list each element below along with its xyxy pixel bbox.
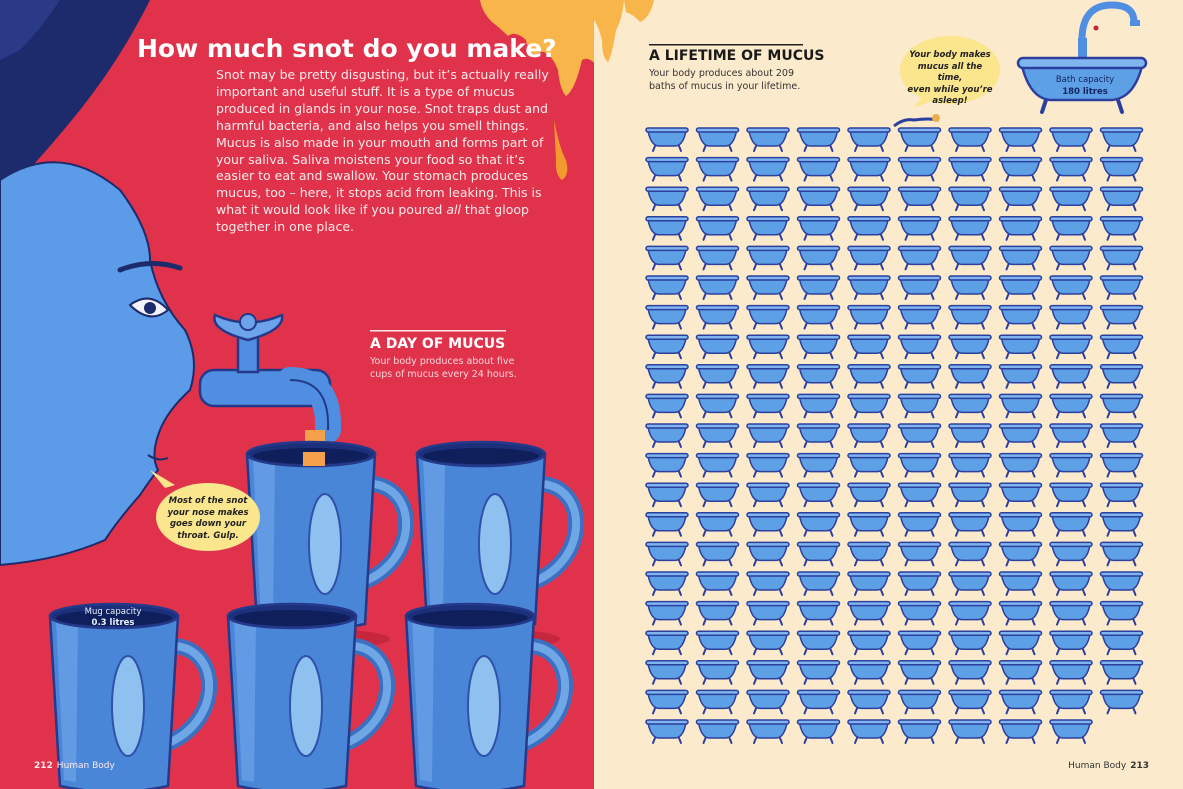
bathtub-icon [1101,217,1143,240]
bathtub-icon [848,572,890,595]
bathtub-icon [1101,572,1143,595]
bathtub-icon [747,513,789,536]
bathtub-icon [697,306,739,329]
right-section-name: Human Body [1068,761,1127,771]
bathtub-icon [848,424,890,447]
bathtub-icon [798,542,840,565]
bathtub-icon [1101,335,1143,358]
lifetime-section-text [649,67,800,93]
bathtub-icon [798,690,840,713]
bathtub-icon [949,394,991,417]
bathtub-icon [646,720,688,743]
bathtub-icon [949,424,991,447]
bathtub-icon [1050,602,1092,625]
bathtub-icon [646,631,688,654]
bathtub-icon [697,454,739,477]
bathtub-icon [747,335,789,358]
intro-text-part2: that gloop together in one place. [216,202,529,235]
bathtub-icon [949,158,991,181]
bathtub-icon [1050,483,1092,506]
bathtub-icon [1101,306,1143,329]
bathtub-icon [697,690,739,713]
bathtub-icon [899,128,941,151]
bathtub-icon [848,335,890,358]
bathtub-icon [646,158,688,181]
day-section-heading: A DAY OF MUCUS [370,336,506,352]
lifetime-section-line2: baths of mucus in your lifetime. [649,81,801,92]
snot-bubble-line1: Most of the snot [168,496,248,506]
bathtub-icon [899,394,941,417]
bathtub-icon [1101,454,1143,477]
bathtub-icon [949,483,991,506]
intro-emphasis: all [446,202,461,218]
bathtub-icon [899,483,941,506]
bathtub-icon [798,128,840,151]
snot-speech-bubble [166,496,250,542]
bathtub-icon [848,394,890,417]
bathtub-icon [949,217,991,240]
bathtub-icon [1050,690,1092,713]
mug-capacity-title: Mug capacity [84,607,142,617]
bathtub-icon [646,276,688,299]
bathtub-icon [646,128,688,151]
bathtub-icon [646,335,688,358]
bathtub-icon [1000,424,1042,447]
bath-grid [646,128,1143,743]
bathtub-icon [899,158,941,181]
bathtub-icon [848,542,890,565]
bathtub-icon [1000,690,1042,713]
bathtub-icon [1050,158,1092,181]
bathtub-icon [848,661,890,684]
bathtub-icon [899,661,941,684]
bathtub-icon [1101,661,1143,684]
bathtub-icon [1050,217,1092,240]
bathtub-icon [697,335,739,358]
bathtub-icon [1101,394,1143,417]
bathtub-icon [1000,306,1042,329]
bathtub-icon [899,217,941,240]
bathtub-icon [1101,246,1143,269]
bathtub-icon [1050,513,1092,536]
bathtub-icon [747,394,789,417]
bathtub-icon [899,631,941,654]
right-folio [1068,761,1149,771]
bathtub-icon [798,306,840,329]
bathtub-icon [646,424,688,447]
bathtub-icon [697,483,739,506]
bathtub-icon [1101,276,1143,299]
bathtub-icon [1101,542,1143,565]
bathtub-icon [1000,483,1042,506]
bathtub-icon [1000,513,1042,536]
bathtub-icon [899,335,941,358]
bathtub-icon [747,217,789,240]
bathtub-icon [747,276,789,299]
bathtub-icon [1000,128,1042,151]
bathtub-icon [1050,128,1092,151]
bathtub-icon [798,661,840,684]
bathtub-icon [1000,661,1042,684]
bathtub-icon [697,542,739,565]
bathtub-icon [1050,631,1092,654]
bathtub-icon [848,513,890,536]
bathtub-icon [949,187,991,210]
bathtub-icon [1000,631,1042,654]
bathtub-icon [798,158,840,181]
bath-capacity-title: Bath capacity [1055,75,1115,85]
page-title: How much snot do you make? [137,34,557,63]
bathtub-icon [899,690,941,713]
bathtub-icon [646,454,688,477]
bathtub-icon [646,483,688,506]
bathtub-icon [949,631,991,654]
bathtub-icon [949,246,991,269]
bathtub-icon [747,365,789,388]
bathtub-icon [899,365,941,388]
bathtub-icon [747,602,789,625]
bathtub-icon [899,276,941,299]
sleep-bubble-line3: even while you’re [907,84,993,95]
bathtub-icon [1000,246,1042,269]
right-page-number: 213 [1130,761,1149,771]
bathtub-icon [1050,661,1092,684]
bathtub-icon [646,513,688,536]
bathtub-icon [848,631,890,654]
sleep-bubble-line2: mucus all the time, [917,61,983,83]
bathtub-icon [1000,454,1042,477]
bathtub-icon [646,217,688,240]
snot-bubble-line4: throat. Gulp. [177,530,239,541]
bath-capacity-label [1040,74,1130,98]
bathtub-icon [747,572,789,595]
bathtub-icon [1050,335,1092,358]
bathtub-icon [899,720,941,743]
bathtub-icon [697,661,739,684]
bathtub-icon [747,690,789,713]
bathtub-icon [1101,513,1143,536]
bathtub-icon [1050,306,1092,329]
bathtub-icon [1000,187,1042,210]
bathtub-icon [848,483,890,506]
bathtub-icon [899,424,941,447]
bathtub-icon [798,335,840,358]
bathtub-icon [848,128,890,151]
snot-bubble-line3: goes down your [169,519,247,529]
bathtub-icon [646,306,688,329]
sleep-bubble-line1: Your body makes [909,50,991,60]
bathtub-icon [949,335,991,358]
bathtub-icon [1101,187,1143,210]
bathtub-icon [646,572,688,595]
bathtub-icon [899,572,941,595]
bathtub-icon [1000,276,1042,299]
bathtub-icon [697,217,739,240]
mug-capacity-label [58,607,168,629]
day-section-line1: Your body produces about five [370,356,515,367]
bathtub-icon [949,306,991,329]
bathtub-icon [899,246,941,269]
mug-capacity-value: 0.3 litres [91,618,135,628]
bathtub-icon [1101,631,1143,654]
bathtub-icon [697,246,739,269]
bathtub-icon [848,158,890,181]
bathtub-icon [697,128,739,151]
bathtub-icon [798,572,840,595]
bathtub-icon [949,572,991,595]
bathtub-icon [1000,365,1042,388]
bathtub-icon [899,602,941,625]
bathtub-icon [747,483,789,506]
bathtub-icon [949,661,991,684]
bathtub-icon [747,158,789,181]
bathtub-icon [747,187,789,210]
bathtub-icon [899,454,941,477]
bathtub-icon [949,602,991,625]
bathtub-icon [848,720,890,743]
bathtub-icon [697,513,739,536]
bath-capacity-value: 180 litres [1062,87,1108,97]
bathtub-icon [1101,128,1143,151]
bathtub-icon [798,365,840,388]
bathtub-icon [747,661,789,684]
bathtub-icon [646,690,688,713]
bathtub-icon [1000,158,1042,181]
bathtub-icon [697,572,739,595]
bathtub-icon [848,454,890,477]
left-section-name: Human Body [56,761,115,771]
bathtub-icon [798,631,840,654]
bathtub-icon [798,424,840,447]
bathtub-icon [697,187,739,210]
bathtub-icon [949,454,991,477]
bathtub-icon [1050,542,1092,565]
bathtub-icon [697,631,739,654]
bathtub-icon [747,454,789,477]
bathtub-icon [848,306,890,329]
sleep-speech-bubble [904,50,996,108]
bathtub-icon [1050,394,1092,417]
bathtub-icon [798,483,840,506]
bathtub-icon [747,631,789,654]
bathtub-icon [747,246,789,269]
bathtub-icon [899,513,941,536]
bathtub-icon [949,542,991,565]
bathtub-icon [646,365,688,388]
bathtub-icon [1000,217,1042,240]
day-section-line2: cups of mucus every 24 hours. [370,369,517,380]
bathtub-icon [899,187,941,210]
bathtub-icon [798,454,840,477]
bathtub-icon [1000,572,1042,595]
lifetime-section-heading: A LIFETIME OF MUCUS [649,48,825,64]
bathtub-icon [697,394,739,417]
intro-paragraph [216,67,556,236]
lifetime-section-line1: Your body produces about 209 [649,68,795,79]
bathtub-icon [1000,602,1042,625]
bathtub-icon [697,424,739,447]
bathtub-icon [899,306,941,329]
bathtub-icon [949,513,991,536]
bathtub-icon [1000,335,1042,358]
bathtub-icon [798,720,840,743]
bathtub-icon [1101,158,1143,181]
bathtub-icon [1050,276,1092,299]
bathtub-icon [848,246,890,269]
bathtub-icon [646,661,688,684]
bathtub-icon [646,602,688,625]
bathtub-icon [747,128,789,151]
bathtub-icon [848,187,890,210]
bathtub-icon [1050,246,1092,269]
bathtub-icon [1050,572,1092,595]
bathtub-icon [798,217,840,240]
snot-bubble-line2: your nose makes [167,507,249,518]
bathtub-icon [1101,690,1143,713]
intro-text-part1: Snot may be pretty disgusting, but it’s actually really important and useful stuff. It is a type of mucus produced in glands in your nose. Snot traps dust and harmful bacteria, and also helps you smell things. Mucus is also made in your mouth and forms part of your saliva. Saliva moistens your food so that it’s easier to eat and swallow. Your stomach produces mucus, too – here, it stops acid from leaking. This is what it would look like if you poured [216,67,549,218]
bathtub-icon [949,365,991,388]
day-section-text [370,355,517,381]
left-page-number: 212 [34,761,53,771]
bathtub-icon [949,690,991,713]
bathtub-icon [646,542,688,565]
bathtub-icon [798,246,840,269]
bathtub-icon [1000,542,1042,565]
bathtub-icon [949,128,991,151]
bathtub-icon [798,394,840,417]
bathtub-icon [697,720,739,743]
bathtub-icon [1101,424,1143,447]
bathtub-icon [848,690,890,713]
bathtub-icon [1050,720,1092,743]
bathtub-icon [747,542,789,565]
bathtub-icon [1050,454,1092,477]
bathtub-icon [798,602,840,625]
bathtub-icon [1101,365,1143,388]
bathtub-icon [1050,365,1092,388]
bathtub-icon [697,158,739,181]
bathtub-icon [697,276,739,299]
bathtub-icon [848,217,890,240]
bathtub-icon [646,394,688,417]
bathtub-icon [1000,720,1042,743]
sleep-bubble-line4: asleep! [932,96,968,106]
bathtub-icon [646,246,688,269]
bathtub-icon [1101,483,1143,506]
bathtub-icon [1050,424,1092,447]
right-page [594,0,1183,789]
bathtub-icon [1000,394,1042,417]
bathtub-icon [848,365,890,388]
bathtub-icon [697,365,739,388]
bathtub-icon [848,602,890,625]
bathtub-icon [747,424,789,447]
bathtub-icon [646,187,688,210]
bathtub-icon [848,276,890,299]
bathtub-icon [1101,602,1143,625]
bathtub-icon [798,513,840,536]
bathtub-icon [747,306,789,329]
bathtub-icon [798,187,840,210]
bathtub-icon [1050,187,1092,210]
bathtub-icon [747,720,789,743]
bathtub-icon [697,602,739,625]
bathtub-icon [949,720,991,743]
bathtub-icon [949,276,991,299]
bathtub-icon [798,276,840,299]
right-illustration [594,0,1183,789]
left-folio [34,761,115,771]
bathtub-icon [899,542,941,565]
